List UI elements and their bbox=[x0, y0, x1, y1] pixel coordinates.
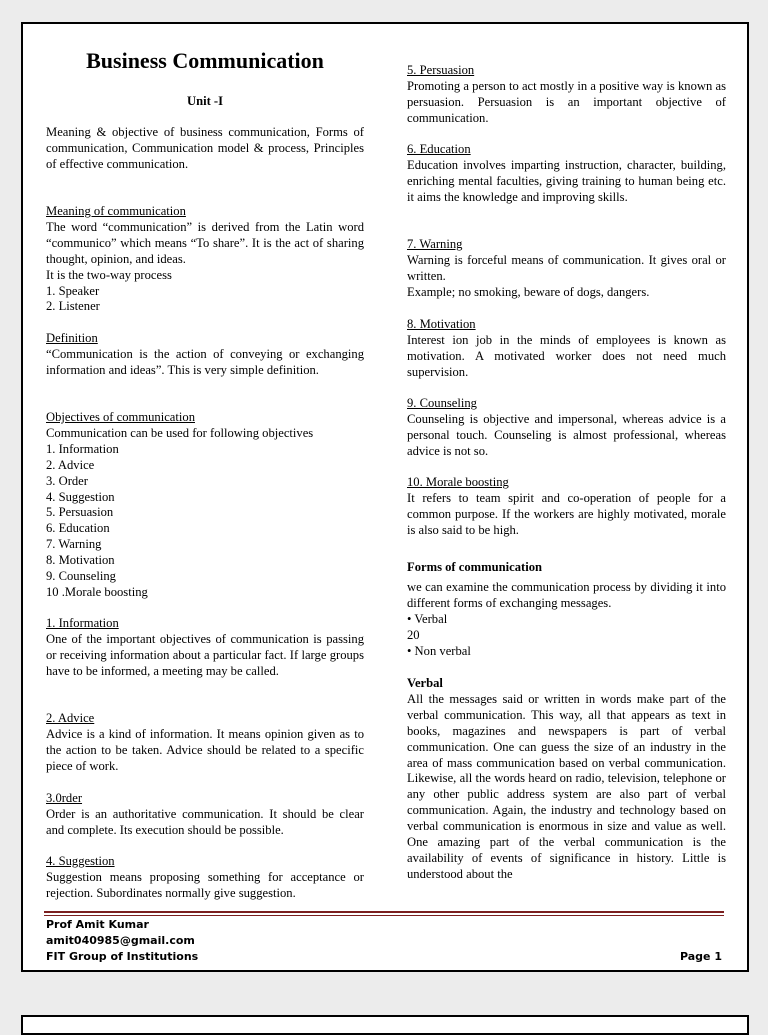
section-heading: 4. Suggestion bbox=[46, 854, 115, 868]
forms-text: we can examine the communication process by dividing it into different forms of exchanging messages. bbox=[407, 579, 726, 610]
list-item: • Verbal bbox=[407, 611, 448, 626]
section-text: Counseling is objective and impersonal, whereas advice is a personal touch. Counseling is almost professional, whereas advice is not so. bbox=[407, 411, 726, 458]
section-heading: 7. Warning bbox=[407, 237, 463, 251]
meaning-text: The word “communication” is derived from the Latin word “communico” which means “To share”. It is the act of sharing thought, opinion, and ideas. bbox=[46, 219, 364, 266]
footer-rule-thick bbox=[44, 911, 724, 913]
unit-label: Unit -I bbox=[186, 94, 224, 108]
author-email: amit040985@gmail.com bbox=[46, 934, 195, 947]
verbal-heading: Verbal bbox=[407, 676, 443, 690]
section-text: One of the important objectives of communication is passing or receiving information about a particular fact. If large groups have to be informed, a meeting may be called. bbox=[46, 631, 364, 678]
definition-text: “Communication is the action of conveying or exchanging information and ideas”. This is very simple definition. bbox=[46, 346, 364, 377]
document-title: Business Communication bbox=[86, 48, 324, 73]
next-page-edge bbox=[21, 1015, 749, 1035]
list-item: 8. Motivation bbox=[46, 553, 115, 568]
section-text: Order is an authoritative communication. It should be clear and complete. Its execution should be possible. bbox=[46, 806, 364, 837]
section-heading: 8. Motivation bbox=[407, 317, 476, 331]
definition-heading: Definition bbox=[46, 331, 98, 345]
list-item: 1. Speaker bbox=[46, 283, 100, 298]
list-item: 2. Advice bbox=[46, 457, 95, 472]
section-example: Example; no smoking, beware of dogs, dangers. bbox=[407, 284, 650, 299]
section-heading: 2. Advice bbox=[46, 711, 95, 725]
list-item: 10 .Morale boosting bbox=[46, 584, 148, 599]
verbal-text: All the messages said or written in words make part of the verbal communication. This way, all that appears as text in books, magazines and newspapers is part of verbal communication. One can guess the size of an industry in the area of mass communication based on verbal communication. Likewise, all the words heard on radio, television, telephone or any other public address system are also part of verbal communication. Again, the industry and technology based on verbal communication is enormous in size and value as well. One amazing part of the verbal communication is the availability of events of significance in history. Little is understood about the bbox=[407, 691, 726, 881]
author-name: Prof Amit Kumar bbox=[46, 918, 149, 931]
list-item: 1. Information bbox=[46, 441, 119, 456]
meaning-heading: Meaning of communication bbox=[46, 204, 186, 218]
section-heading: 10. Morale boosting bbox=[407, 475, 509, 489]
section-heading: 1. Information bbox=[46, 616, 119, 630]
institution-name: FIT Group of Institutions bbox=[46, 950, 199, 963]
intro-paragraph: Meaning & objective of business communication, Forms of communication, Communication model & process, Principles of effective communication. bbox=[46, 125, 364, 171]
section-text: Advice is a kind of information. It means opinion given as to the action to be taken. Advice should be related to a specific piece of work. bbox=[46, 726, 364, 773]
list-item: • Non verbal bbox=[407, 643, 471, 658]
footer-author-block bbox=[46, 917, 198, 965]
list-item: 2. Listener bbox=[46, 299, 100, 314]
section-heading: 3.0rder bbox=[46, 791, 83, 805]
section-heading: 9. Counseling bbox=[407, 396, 477, 410]
section-text: Suggestion means proposing something for acceptance or rejection. Subordinates normally give suggestion. bbox=[46, 869, 364, 900]
list-item: 7. Warning bbox=[46, 537, 102, 552]
section-heading: 6. Education bbox=[407, 142, 471, 156]
forms-heading: Forms of communication bbox=[407, 560, 543, 574]
list-item: 20 bbox=[407, 627, 420, 642]
document-page bbox=[21, 22, 749, 972]
section-text: It refers to team spirit and co-operation of people for a common purpose. If the workers are highly motivated, morale is also said to be high. bbox=[407, 490, 726, 537]
section-text: Education involves imparting instruction, character, building, enriching mental faculties, giving training to human being etc. it aims the knowledge and improving skills. bbox=[407, 157, 726, 204]
section-heading: 5. Persuasion bbox=[407, 63, 475, 77]
section-text: Warning is forceful means of communication. It gives oral or written. bbox=[407, 252, 726, 283]
objectives-heading: Objectives of communication bbox=[46, 410, 195, 424]
list-item: 9. Counseling bbox=[46, 569, 116, 584]
list-item: 5. Persuasion bbox=[46, 505, 114, 520]
page-number: Page 1 bbox=[679, 950, 722, 963]
footer-rule-thin bbox=[44, 915, 724, 916]
list-item: 4. Suggestion bbox=[46, 489, 115, 504]
section-text: Interest ion job in the minds of employees is known as motivation. A motivated worker does not need much supervision. bbox=[407, 332, 726, 379]
meaning-line: It is the two-way process bbox=[46, 267, 172, 282]
objectives-intro: Communication can be used for following objectives bbox=[46, 425, 314, 440]
list-item: 3. Order bbox=[46, 473, 88, 488]
section-text: Promoting a person to act mostly in a positive way is known as persuasion. Persuasion is an important objective of communication. bbox=[407, 78, 726, 125]
list-item: 6. Education bbox=[46, 521, 110, 536]
